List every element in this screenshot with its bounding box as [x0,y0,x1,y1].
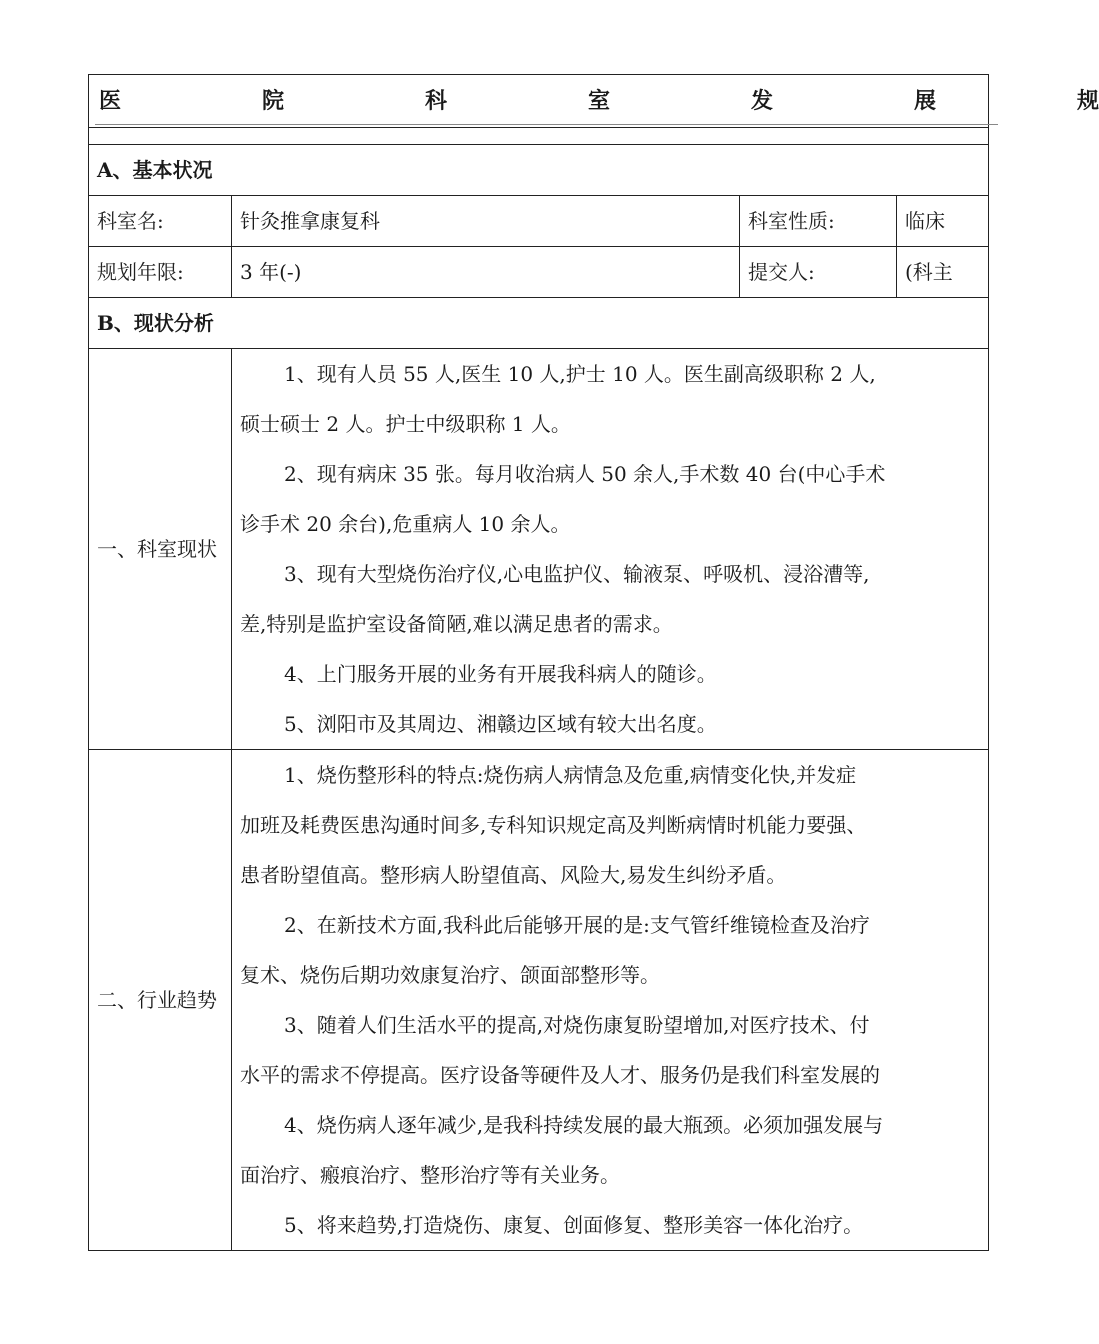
status-line: 3、现有大型烧伤治疗仪,心电监护仪、输液泵、呼吸机、浸浴漕等, [284,562,870,586]
status-row [89,349,989,750]
trend-row [89,750,989,1251]
years-label: 规划年限: [89,247,232,298]
dept-name-value: 针灸推拿康复科 [232,196,740,247]
years-row [89,247,989,298]
trend-line: 5、将来趋势,打造烧伤、康复、创面修复、整形美容一体化治疗。 [284,1213,864,1237]
status-line: 5、浏阳市及其周边、湘赣边区域有较大出名度。 [284,712,717,736]
spacer-cell [89,128,989,145]
title-char: 规 [1077,88,1099,114]
trend-label: 二、行业趋势 [97,988,217,1012]
status-label: 一、科室现状 [97,537,217,561]
years-value: 3 年(-) [232,247,740,298]
dept-type-label: 科室性质: [740,196,897,247]
trend-line: 患者盼望值高。整形病人盼望值高、风险大,易发生纠纷矛盾。 [240,863,787,887]
title-char: 医 [99,88,122,114]
trend-content [232,750,989,1251]
title-underline [95,124,998,125]
title-char: 展 [914,88,937,114]
section-a-heading: A、基本状况 [89,145,989,196]
status-label-cell [89,349,232,750]
title-cell [89,75,1099,128]
trend-line: 面治疗、瘢痕治疗、整形治疗等有关业务。 [240,1163,620,1187]
trend-label-cell [89,750,232,1251]
status-content [232,349,989,750]
submitter-label: 提交人: [740,247,897,298]
trend-line: 3、随着人们生活水平的提高,对烧伤康复盼望增加,对医疗技术、付 [284,1013,870,1037]
spacer-row [89,128,989,145]
page-title [89,76,1099,126]
status-line: 诊手术 20 余台),危重病人 10 余人。 [240,512,571,536]
dept-type-value: 临床 [897,196,989,247]
plan-table [88,74,1099,1251]
trend-line: 水平的需求不停提高。医疗设备等硬件及人才、服务仍是我们科室发展的 [240,1063,880,1087]
title-char: 室 [588,88,611,114]
plan-document [88,74,1099,1251]
section-b-row [89,298,989,349]
title-char: 科 [425,88,448,114]
section-a-row [89,145,989,196]
status-line: 差,特别是监护室设备简陋,难以满足患者的需求。 [240,612,673,636]
trend-line: 加班及耗费医患沟通时间多,专科知识规定高及判断病情时机能力要强、 [240,813,867,837]
trend-line: 复术、烧伤后期功效康复治疗、颌面部整形等。 [240,963,660,987]
status-line: 1、现有人员 55 人,医生 10 人,护士 10 人。医生副高级职称 2 人, [284,362,876,386]
status-line: 4、上门服务开展的业务有开展我科病人的随诊。 [284,662,717,686]
title-char: 院 [262,88,285,114]
status-line: 硕士硕士 2 人。护士中级职称 1 人。 [240,412,571,436]
trend-line: 2、在新技术方面,我科此后能够开展的是:支气管纤维镜检查及治疗 [284,913,870,937]
section-b-heading: B、现状分析 [89,298,989,349]
title-row [89,75,989,128]
trend-line: 1、烧伤整形科的特点:烧伤病人病情急及危重,病情变化快,并发症 [284,763,857,787]
status-line: 2、现有病床 35 张。每月收治病人 50 余人,手术数 40 台(中心手术 [284,462,886,486]
dept-name-label: 科室名: [89,196,232,247]
trend-line: 4、烧伤病人逐年减少,是我科持续发展的最大瓶颈。必须加强发展与 [284,1113,884,1137]
dept-row [89,196,989,247]
title-char: 发 [751,88,774,114]
submitter-value: (科主 [897,247,989,298]
